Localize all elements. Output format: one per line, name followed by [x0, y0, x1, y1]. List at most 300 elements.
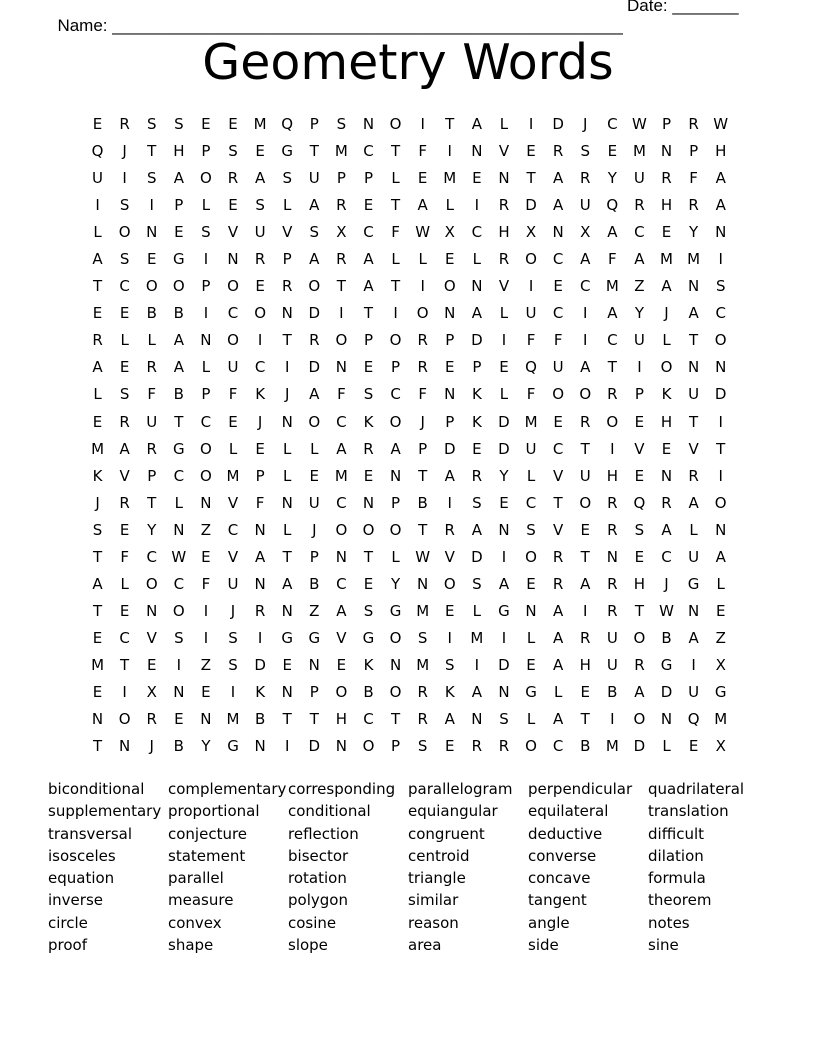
grid-letter: M — [660, 250, 673, 269]
grid-letter: A — [634, 250, 645, 269]
grid-letter: H — [173, 142, 185, 161]
grid-letter: O — [389, 115, 402, 133]
grid-letter: C — [146, 547, 157, 566]
grid-letter: O — [606, 412, 619, 431]
grid-letter: E — [228, 412, 238, 431]
grid-letter: C — [336, 493, 347, 512]
grid-letter: O — [335, 331, 348, 350]
grid-letter: N — [146, 223, 158, 242]
grid-letter: L — [391, 250, 400, 269]
grid-letter: O — [308, 412, 321, 431]
grid-letter: S — [526, 520, 536, 539]
grid-letter: O — [308, 277, 321, 296]
grid-letter: R — [580, 169, 591, 188]
grid-letter: X — [146, 682, 157, 701]
grid-letter: I — [583, 304, 588, 323]
grid-letter: I — [284, 358, 290, 377]
grid-letter: I — [176, 655, 182, 674]
grid-letter: A — [471, 520, 482, 539]
grid-letter: E — [688, 737, 699, 756]
grid-letter: U — [227, 358, 239, 377]
grid-letter: V — [498, 142, 510, 161]
grid-letter: I — [284, 737, 290, 756]
word-bank-item: quadrilateral — [648, 780, 745, 798]
grid-letter: N — [200, 331, 212, 350]
grid-letter: R — [363, 439, 374, 458]
grid-letter: Y — [607, 169, 617, 188]
grid-letter: U — [606, 628, 618, 647]
grid-letter: A — [336, 601, 347, 620]
grid-letter: C — [200, 412, 212, 431]
grid-letter: O — [389, 331, 402, 350]
date-field-label[interactable]: Date: _______ — [627, 0, 739, 15]
page-title: Geometry Words — [202, 34, 614, 91]
grid-letter: S — [309, 223, 320, 242]
grid-letter: A — [92, 250, 103, 269]
grid-letter: P — [472, 358, 482, 377]
grid-letter: L — [120, 574, 129, 593]
grid-letter: U — [525, 439, 537, 458]
grid-letter: O — [389, 628, 402, 647]
grid-letter: R — [146, 439, 157, 458]
grid-letter: H — [715, 142, 727, 161]
grid-letter: C — [336, 412, 347, 431]
grid-letter: E — [92, 115, 103, 133]
grid-letter: F — [526, 385, 536, 404]
word-bank-item: concave — [528, 869, 591, 888]
grid-letter: Q — [281, 115, 294, 133]
grid-letter: C — [552, 737, 564, 756]
grid-letter: I — [95, 196, 100, 215]
grid-letter: M — [91, 439, 105, 458]
grid-letter: R — [634, 655, 645, 674]
grid-letter: E — [553, 277, 563, 296]
grid-letter: E — [526, 655, 536, 674]
grid-letter: E — [309, 466, 320, 485]
grid-letter: R — [119, 493, 130, 512]
grid-letter: B — [607, 682, 618, 701]
grid-letter: V — [119, 466, 130, 485]
grid-letter: P — [661, 115, 672, 133]
grid-letter: P — [201, 277, 211, 296]
grid-letter: V — [634, 439, 645, 458]
grid-letter: P — [309, 682, 319, 701]
word-bank-item: reflection — [288, 824, 359, 843]
grid-letter: S — [174, 628, 184, 647]
grid-letter: D — [471, 331, 483, 350]
grid-letter: E — [255, 277, 265, 296]
grid-letter: C — [363, 142, 374, 161]
grid-letter: J — [122, 142, 127, 161]
grid-letter: N — [173, 520, 185, 539]
grid-letter: L — [147, 331, 156, 350]
grid-row — [84, 627, 734, 654]
word-bank-item: parallel — [168, 869, 224, 888]
grid-letter: M — [226, 710, 240, 729]
grid-letter: L — [499, 115, 509, 133]
grid-letter: E — [92, 682, 103, 701]
grid-letter: M — [253, 115, 267, 133]
grid-letter: J — [95, 493, 100, 512]
grid-letter: O — [579, 385, 592, 404]
grid-letter: N — [254, 737, 266, 756]
grid-letter: O — [200, 466, 212, 485]
word-bank-item: centroid — [408, 846, 470, 865]
grid-letter: V — [227, 547, 239, 566]
grid-letter: S — [228, 655, 238, 674]
grid-letter: N — [498, 682, 510, 701]
grid-letter: E — [255, 439, 265, 458]
grid-letter: R — [607, 385, 618, 404]
grid-letter: E — [499, 358, 509, 377]
grid-letter: E — [363, 358, 374, 377]
grid-letter: T — [120, 655, 130, 674]
word-bank-item: corresponding — [288, 780, 396, 798]
grid-letter: E — [526, 574, 536, 593]
grid-letter: R — [688, 466, 699, 485]
grid-letter: N — [335, 358, 347, 377]
grid-letter: A — [254, 547, 266, 566]
grid-letter: R — [607, 520, 618, 539]
grid-letter: I — [393, 304, 398, 323]
word-bank-item: translation — [648, 802, 729, 821]
grid-letter: I — [420, 115, 425, 133]
grid-letter: P — [445, 331, 455, 350]
grid-letter: T — [716, 439, 726, 458]
grid-letter: R — [417, 331, 428, 350]
grid-letter: A — [92, 358, 103, 377]
grid-row — [84, 383, 734, 410]
grid-letter: L — [689, 520, 698, 539]
grid-row — [84, 221, 734, 248]
grid-letter: B — [661, 628, 672, 647]
grid-letter: A — [580, 250, 591, 269]
grid-letter: A — [390, 439, 401, 458]
grid-letter: Q — [633, 493, 646, 512]
grid-letter: U — [606, 655, 618, 674]
grid-letter: N — [687, 358, 700, 377]
grid-letter: S — [146, 115, 157, 133]
grid-row — [84, 573, 734, 600]
grid-letter: Y — [201, 737, 211, 756]
grid-letter: K — [471, 385, 482, 404]
grid-letter: A — [553, 628, 564, 647]
grid-letter: F — [147, 385, 157, 404]
grid-letter: R — [417, 682, 428, 701]
grid-letter: T — [580, 439, 590, 458]
grid-letter: B — [580, 737, 591, 756]
grid-letter: S — [336, 115, 347, 133]
grid-letter: A — [553, 169, 564, 188]
grid-row — [84, 600, 734, 627]
grid-letter: D — [254, 655, 266, 674]
grid-letter: F — [689, 169, 698, 188]
grid-letter: N — [471, 277, 483, 296]
grid-letter: L — [526, 710, 536, 729]
grid-letter: L — [310, 439, 319, 458]
grid-letter: U — [308, 169, 320, 188]
grid-letter: T — [553, 493, 563, 512]
grid-letter: L — [283, 196, 292, 215]
grid-letter: K — [363, 655, 374, 674]
grid-letter: A — [173, 331, 184, 350]
grid-letter: T — [336, 277, 346, 296]
grid-letter: N — [715, 223, 727, 242]
grid-letter: A — [661, 277, 672, 296]
grid-letter: E — [228, 196, 238, 215]
grid-letter: P — [174, 196, 184, 215]
grid-letter: O — [552, 385, 565, 404]
grid-letter: R — [417, 358, 428, 377]
grid-letter: U — [579, 196, 591, 215]
grid-letter: C — [552, 250, 564, 269]
grid-letter: R — [607, 574, 618, 593]
grid-letter: S — [363, 601, 374, 620]
word-bank-item: notes — [648, 913, 690, 932]
grid-letter: T — [282, 331, 292, 350]
grid-letter: E — [580, 682, 590, 701]
grid-letter: D — [498, 655, 510, 674]
grid-letter: C — [390, 385, 401, 404]
grid-letter: I — [149, 196, 154, 215]
grid-letter: G — [308, 628, 321, 647]
grid-letter: G — [687, 574, 700, 593]
grid-letter: Q — [91, 142, 104, 161]
grid-letter: A — [580, 358, 591, 377]
grid-letter: S — [228, 142, 238, 161]
word-bank-item: reason — [408, 913, 459, 932]
grid-letter: T — [309, 710, 319, 729]
grid-letter: E — [472, 169, 482, 188]
grid-letter: P — [445, 412, 455, 431]
grid-letter: N — [687, 277, 700, 296]
word-bank-item: dilation — [648, 846, 704, 865]
grid-letter: J — [149, 737, 154, 756]
grid-letter: T — [526, 169, 536, 188]
grid-letter: E — [634, 466, 645, 485]
grid-letter: O — [525, 737, 537, 756]
grid-letter: I — [718, 412, 723, 431]
grid-letter: X — [715, 655, 726, 674]
grid-letter: W — [415, 547, 431, 566]
grid-letter: T — [689, 412, 699, 431]
grid-letter: V — [553, 466, 564, 485]
grid-letter: E — [553, 412, 563, 431]
grid-letter: T — [418, 466, 428, 485]
word-bank-item: difficult — [648, 824, 704, 843]
grid-letter: R — [688, 196, 699, 215]
grid-letter: L — [93, 385, 102, 404]
grid-letter: G — [281, 142, 294, 161]
grid-letter: C — [552, 439, 564, 458]
grid-letter: H — [606, 466, 618, 485]
word-bank-item: conjecture — [168, 824, 248, 843]
grid-letter: I — [420, 277, 425, 296]
grid-letter: Q — [525, 358, 537, 377]
grid-letter: I — [339, 304, 344, 323]
grid-letter: N — [281, 412, 293, 431]
grid-letter: N — [335, 737, 347, 756]
grid-letter: W — [171, 547, 187, 566]
grid-letter: U — [227, 574, 239, 593]
word-bank-item: measure — [168, 891, 234, 910]
grid-letter: R — [227, 169, 239, 188]
grid-letter: A — [363, 250, 374, 269]
word-bank-item: supplementary — [48, 802, 162, 821]
grid-letter: C — [363, 710, 374, 729]
grid-letter: M — [443, 169, 457, 188]
grid-letter: O — [172, 601, 185, 620]
grid-letter: G — [173, 250, 185, 269]
grid-letter: U — [308, 493, 320, 512]
grid-letter: L — [418, 250, 427, 269]
grid-letter: E — [445, 358, 455, 377]
grid-letter: B — [417, 493, 428, 512]
grid-letter: O — [714, 493, 727, 512]
grid-letter: E — [282, 655, 292, 674]
grid-letter: S — [472, 574, 482, 593]
word-bank-item: parallelogram — [408, 780, 513, 798]
grid-letter: C — [552, 304, 564, 323]
grid-letter: C — [634, 223, 645, 242]
grid-letter: D — [660, 682, 673, 701]
grid-row — [84, 194, 734, 221]
grid-letter: L — [662, 737, 671, 756]
grid-letter: I — [528, 277, 534, 296]
grid-letter: N — [389, 466, 402, 485]
grid-letter: L — [120, 331, 129, 350]
grid-letter: T — [92, 601, 103, 620]
grid-letter: N — [200, 710, 212, 729]
grid-letter: M — [334, 466, 348, 485]
word-bank-item: proof — [48, 936, 87, 955]
grid-letter: I — [447, 142, 452, 161]
word-bank-item: similar — [408, 891, 459, 910]
grid-letter: M — [632, 142, 646, 161]
grid-letter: O — [389, 412, 402, 431]
grid-letter: X — [715, 737, 726, 756]
grid-letter: V — [444, 547, 455, 566]
grid-letter: O — [525, 250, 537, 269]
grid-letter: N — [362, 115, 375, 133]
grid-letter: R — [309, 331, 320, 350]
grid-letter: D — [308, 737, 321, 756]
grid-letter: K — [444, 682, 455, 701]
grid-letter: S — [580, 142, 590, 161]
grid-letter: V — [146, 628, 157, 647]
grid-letter: Q — [687, 710, 700, 729]
grid-letter: V — [688, 439, 699, 458]
grid-letter: T — [309, 142, 319, 161]
grid-letter: F — [418, 142, 427, 161]
grid-letter: A — [553, 710, 564, 729]
grid-row — [84, 519, 734, 546]
grid-letter: D — [714, 385, 727, 404]
grid-letter: P — [363, 331, 373, 350]
grid-letter: A — [580, 574, 591, 593]
grid-letter: R — [607, 601, 618, 620]
grid-letter: A — [282, 574, 293, 593]
grid-letter: L — [391, 169, 400, 188]
grid-row — [84, 681, 734, 708]
grid-letter: R — [634, 196, 645, 215]
grid-letter: N — [389, 655, 402, 674]
grid-letter: A — [634, 682, 645, 701]
grid-letter: A — [309, 250, 320, 269]
grid-letter: A — [471, 115, 482, 133]
grid-letter: E — [146, 250, 157, 269]
word-bank-item: biconditional — [48, 780, 145, 798]
word-bank-item: side — [528, 936, 559, 955]
grid-letter: O — [633, 628, 646, 647]
grid-letter: I — [610, 439, 615, 458]
grid-row — [84, 275, 734, 302]
grid-letter: H — [660, 412, 673, 431]
grid-letter: R — [471, 466, 483, 485]
grid-letter: D — [498, 439, 510, 458]
grid-letter: Z — [200, 520, 212, 539]
grid-letter: T — [390, 196, 401, 215]
grid-letter: R — [607, 493, 618, 512]
grid-letter: L — [499, 304, 509, 323]
grid-letter: A — [553, 655, 564, 674]
grid-letter: G — [173, 439, 185, 458]
grid-letter: R — [471, 737, 483, 756]
grid-letter: E — [174, 710, 184, 729]
grid-letter: P — [309, 547, 319, 566]
grid-letter: N — [444, 304, 456, 323]
grid-letter: P — [391, 737, 401, 756]
grid-letter: G — [362, 628, 375, 647]
grid-letter: L — [553, 682, 563, 701]
grid-letter: B — [254, 710, 266, 729]
grid-letter: Z — [200, 655, 212, 674]
grid-letter: A — [553, 601, 564, 620]
grid-letter: T — [607, 358, 617, 377]
grid-letter: I — [203, 250, 209, 269]
grid-letter: T — [390, 710, 401, 729]
grid-letter: A — [92, 574, 103, 593]
grid-letter: O — [579, 493, 592, 512]
grid-letter: E — [445, 250, 455, 269]
grid-row — [84, 140, 734, 167]
grid-letter: R — [688, 115, 699, 133]
grid-row — [84, 302, 734, 329]
grid-letter: C — [607, 331, 618, 350]
grid-letter: N — [254, 574, 266, 593]
grid-letter: N — [525, 601, 537, 620]
grid-letter: C — [579, 277, 591, 296]
grid-letter: M — [470, 628, 484, 647]
grid-letter: I — [528, 115, 534, 133]
grid-row — [84, 735, 734, 762]
grid-letter: W — [659, 601, 674, 620]
grid-letter: K — [471, 412, 482, 431]
name-field-label[interactable]: Name: ______________________________________________________ — [57, 16, 623, 35]
grid-letter: N — [200, 493, 212, 512]
grid-letter: S — [119, 385, 130, 404]
grid-letter: T — [580, 710, 590, 729]
grid-letter: A — [471, 304, 482, 323]
grid-letter: A — [688, 304, 699, 323]
grid-row — [84, 356, 734, 383]
grid-row — [84, 438, 734, 465]
grid-letter: P — [391, 358, 401, 377]
grid-letter: J — [284, 385, 290, 404]
grid-letter: R — [281, 277, 293, 296]
grid-letter: C — [227, 520, 239, 539]
grid-letter: E — [255, 142, 265, 161]
